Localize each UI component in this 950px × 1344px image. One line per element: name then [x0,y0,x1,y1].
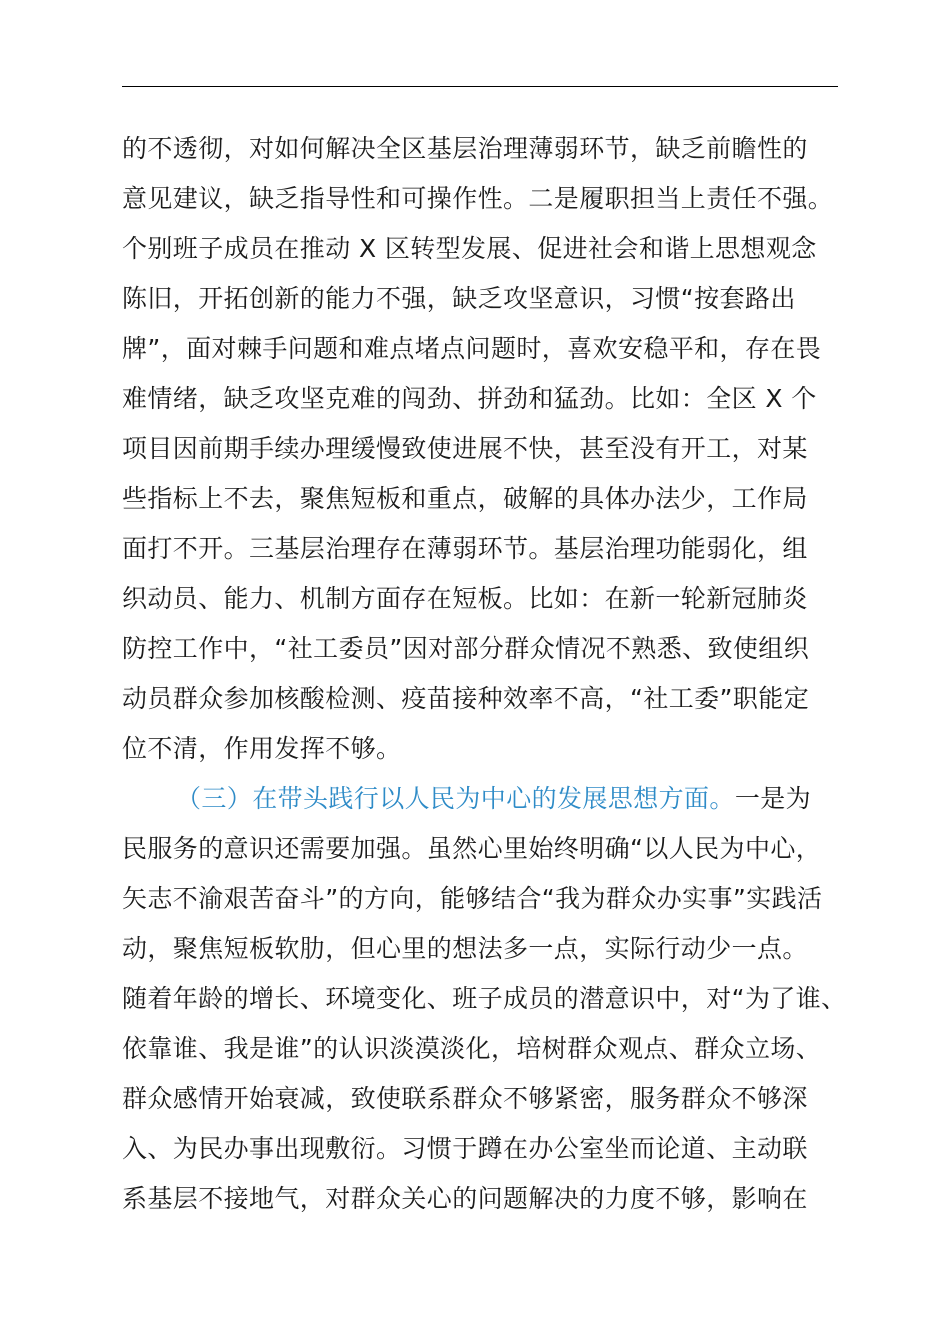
text-line: 动，聚焦短板软肋，但心里的想法多一点，实际行动少一点。 [122,934,808,963]
document-body [122,124,847,1224]
text-line: 位不清，作用发挥不够。 [122,734,402,763]
text-line: 防控工作中，“社工委员”因对部分群众情况不熟悉、致使组织 [122,634,810,663]
text-line: 些指标上不去，聚焦短板和重点，破解的具体办法少，工作局 [122,484,808,513]
text-line: 牌”，面对棘手问题和难点堵点问题时，喜欢安稳平和，存在畏 [122,334,822,363]
text-line: 随着年龄的增长、环境变化、班子成员的潜意识中，对“为了谁、 [122,984,847,1013]
heading-tail-text: 一是为 [734,784,812,813]
text-line: 的不透彻，对如何解决全区基层治理薄弱环节，缺乏前瞻性的 [122,134,808,163]
text-line: 矢志不渝艰苦奋斗”的方向，能够结合“我为群众办实事”实践活 [122,884,823,913]
text-line: 群众感情开始衰减，致使联系群众不够紧密，服务群众不够深 [122,1084,808,1113]
text-line: 民服务的意识还需要加强。虽然心里始终明确“以人民为中心， [122,834,822,863]
text-line: 陈旧，开拓创新的能力不强，缺乏攻坚意识，习惯“按套路出 [122,284,796,313]
header-rule [122,86,838,87]
text-line: 系基层不接地气，对群众关心的问题解决的力度不够，影响在 [122,1184,808,1213]
section-heading-line [122,774,838,824]
text-line: 难情绪，缺乏攻坚克难的闯劲、拼劲和猛劲。比如：全区 X 个 [122,384,817,413]
text-line: 意见建议，缺乏指导性和可操作性。二是履职担当上责任不强。 [122,184,834,213]
text-line: 面打不开。三基层治理存在薄弱环节。基层治理功能弱化，组 [122,534,808,563]
text-line: 项目因前期手续办理缓慢致使进展不快，甚至没有开工，对某 [122,434,808,463]
text-line: 动员群众参加核酸检测、疫苗接种效率不高，“社工委”职能定 [122,684,810,713]
text-line: 入、为民办事出现敷衍。习惯于蹲在办公室坐而论道、主动联 [122,1134,808,1163]
section-heading: （三）在带头践行以人民为中心的发展思想方面。 [176,784,735,813]
text-line: 织动员、能力、机制方面存在短板。比如：在新一轮新冠肺炎 [122,584,808,613]
text-line: 个别班子成员在推动 X 区转型发展、促进社会和谐上思想观念 [122,234,817,263]
text-line: 依靠谁、我是谁”的认识淡漠淡化，培树群众观点、群众立场、 [122,1034,822,1063]
